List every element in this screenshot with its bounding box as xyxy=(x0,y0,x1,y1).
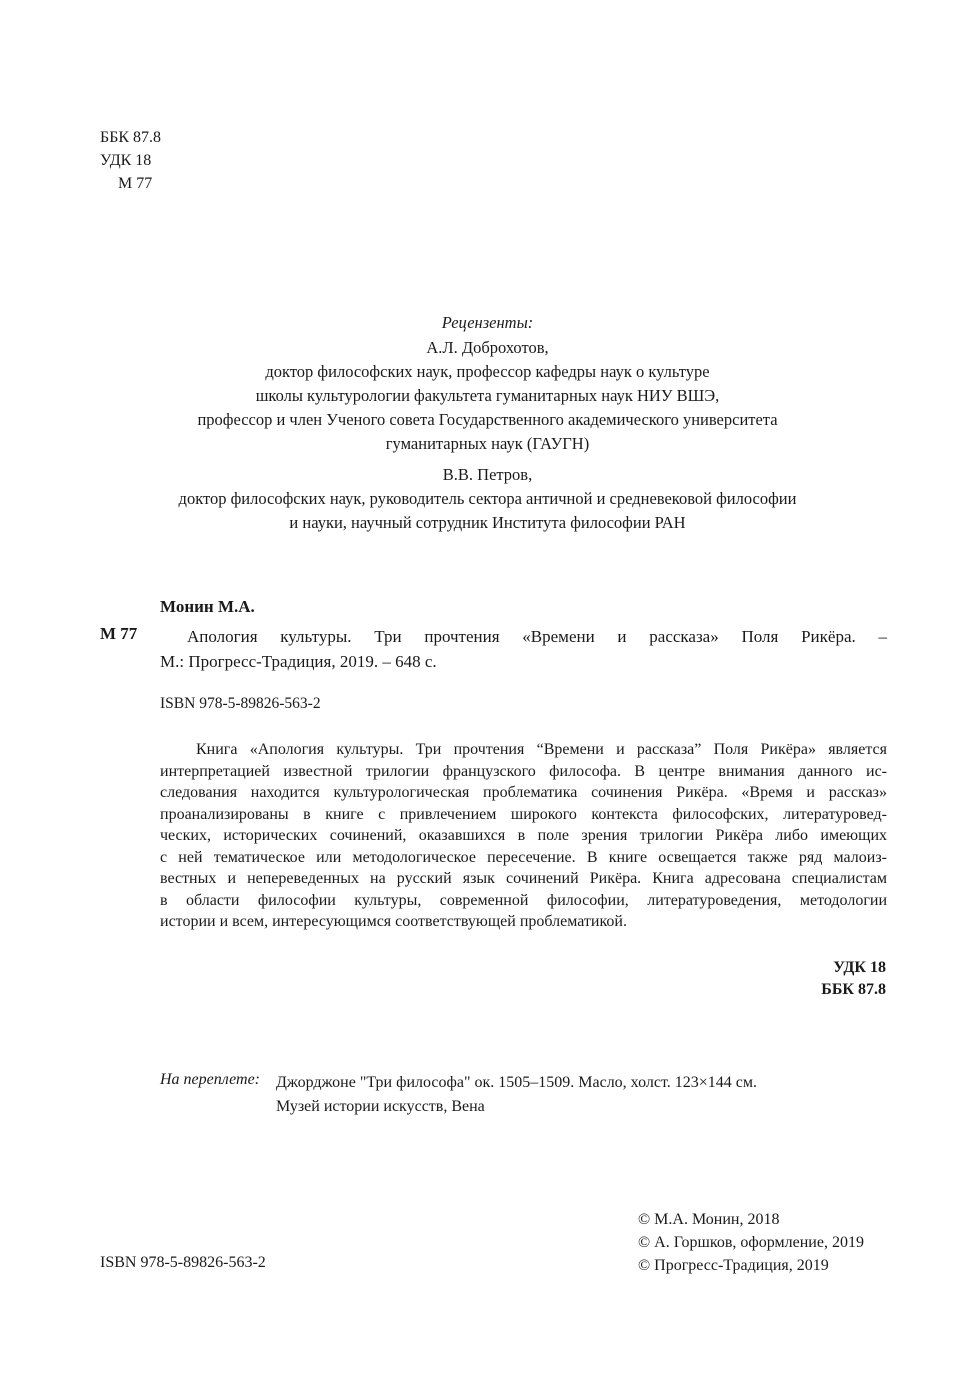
reviewer-1-credentials: гуманитарных наук (ГАУГН) xyxy=(385,434,590,453)
annotation-line: в области философии культуры, современной философии, литературоведения, методологии xyxy=(160,891,887,909)
annotation-line: следования находится культурологическая проблематика сочинения Рикёра. «Время и рассказ» xyxy=(160,784,887,801)
isbn-line: ISBN 978-5-89826-563-2 xyxy=(160,695,321,712)
copyright-line: © А. Горшков, оформление, 2019 xyxy=(638,1234,864,1251)
bbk-code-bold: ББК 87.8 xyxy=(821,981,886,998)
copyright-line: © М.А. Монин, 2018 xyxy=(638,1211,780,1228)
citation-publisher-line: М.: Прогресс-Традиция, 2019. – 648 с. xyxy=(160,652,437,671)
reviewers-section xyxy=(0,311,975,535)
annotation-line: интерпретацией известной трилогии французского философа. В центре внимания данного ис- xyxy=(160,762,887,780)
classification-codes-right xyxy=(700,957,886,1001)
book-author: Монин М.А. xyxy=(160,597,255,616)
reviewer-2-credentials: и науки, научный сотрудник Института философии РАН xyxy=(289,513,686,532)
annotation-line: вестных и непереведенных на русский язык сочинений Рикёра. Книга адресована специалистам xyxy=(160,870,887,887)
udk-code: УДК 18 xyxy=(100,152,152,169)
annotation-line: проанализированы в книге с привлечением широкого контекста философских, литературовед- xyxy=(160,805,887,823)
cover-label: На переплете: xyxy=(160,1071,261,1088)
reviewer-2-credentials: доктор философских наук, руководитель сектора античной и средневековой философии xyxy=(178,489,797,508)
reviewer-1-credentials: школы культурологии факультета гуманитарных наук НИУ ВШЭ, xyxy=(255,386,720,405)
citation-title-line: Апология культуры. Три прочтения «Времени и рассказа» Поля Рикёра. – xyxy=(187,627,887,646)
copyright-block xyxy=(638,1208,864,1277)
annotation-paragraph xyxy=(160,739,887,933)
cover-museum: Музей истории искусств, Вена xyxy=(276,1098,485,1115)
author-mark: М 77 xyxy=(118,175,153,192)
cover-description xyxy=(276,1071,757,1119)
reviewer-2-name: В.В. Петров, xyxy=(442,465,533,484)
reviewer-1-name: А.Л. Доброхотов, xyxy=(426,338,549,357)
bbk-code: ББК 87.8 xyxy=(100,129,162,146)
bibliographic-citation xyxy=(160,624,887,674)
annotation-line: с ней тематическое или методологическое пересечение. В книге освещается также ряд малоиз- xyxy=(160,848,887,866)
annotation-line: ческих, исторических сочинений, оказавшихся в поле зрения трилогии Рикёра либо имеющих xyxy=(160,827,887,844)
udk-code-bold: УДК 18 xyxy=(833,959,886,976)
annotation-line: Книга «Апология культуры. Три прочтения “Времени и рассказа” Поля Рикёра» является xyxy=(196,741,887,758)
author-code: М 77 xyxy=(100,624,138,643)
cover-artwork: Джорджоне "Три философа" ок. 1505–1509. Масло, холст. 123×144 см. xyxy=(276,1074,757,1091)
reviewer-1-credentials: доктор философских наук, профессор кафедры наук о культуре xyxy=(265,362,710,381)
isbn-footer: ISBN 978-5-89826-563-2 xyxy=(100,1254,266,1271)
reviewers-heading: Рецензенты: xyxy=(441,313,534,332)
annotation-line: истории и всем, интересующимся соответствующей проблематикой. xyxy=(160,913,627,930)
reviewer-1-credentials: профессор и член Ученого совета Государственного академического университета xyxy=(197,410,778,429)
classification-block xyxy=(100,126,161,195)
copyright-line: © Прогресс-Традиция, 2019 xyxy=(638,1257,829,1274)
